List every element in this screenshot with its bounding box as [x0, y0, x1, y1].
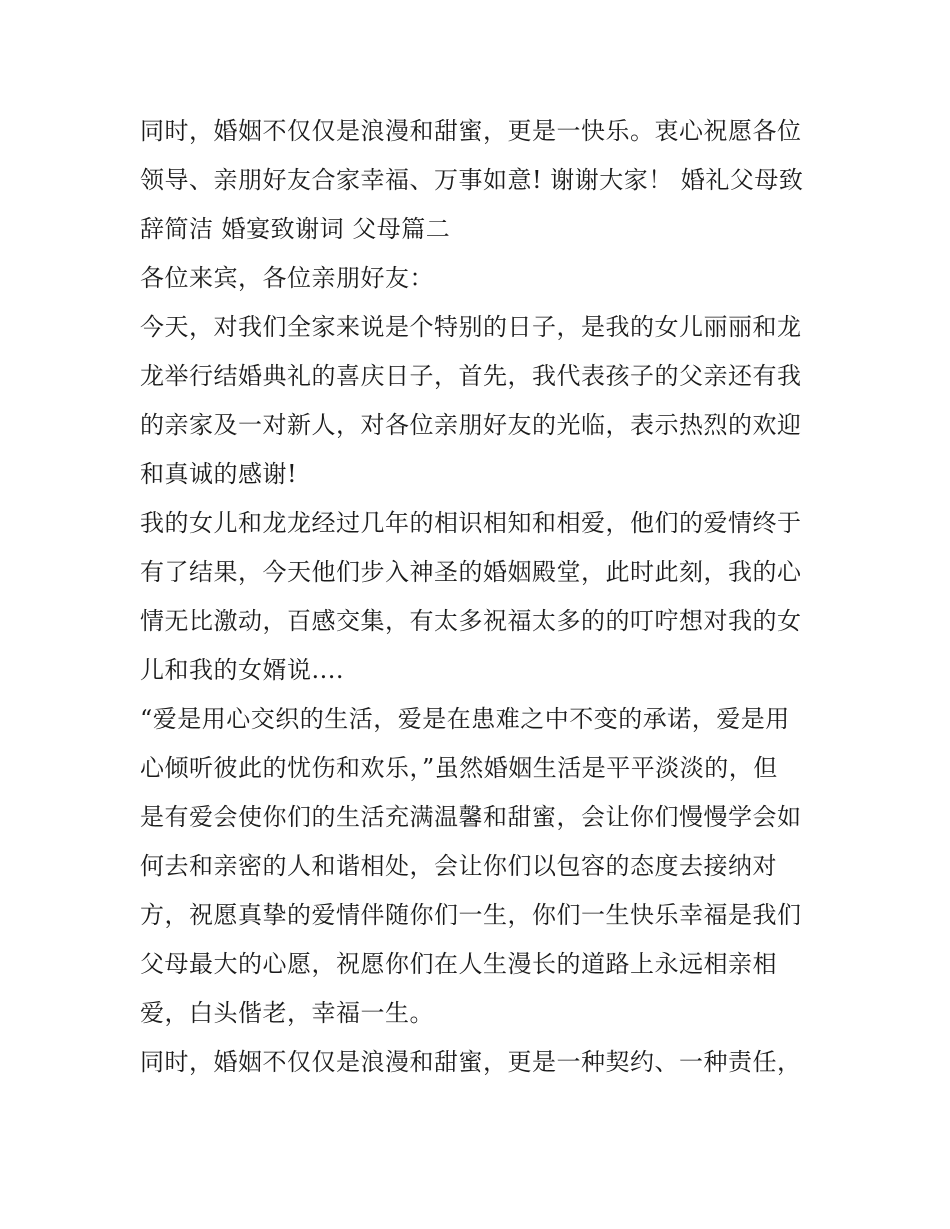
- text-line: 龙举行结婚典礼的喜庆日子，首先，我代表孩子的父亲还有我: [140, 362, 802, 390]
- paragraph-welcome: [140, 303, 818, 499]
- text-line: 各位来宾，各位亲朋好友：: [140, 264, 434, 292]
- text-line: 情无比激动，百感交集，有太多祝福太多的的叮咛想对我的女: [140, 607, 802, 635]
- text-line: 儿和我的女婿说....: [140, 656, 345, 684]
- text-line: 我的女儿和龙龙经过几年的相识相知和相爱，他们的爱情终于: [140, 509, 802, 537]
- paragraph-salutation: [140, 254, 818, 303]
- text-line: 父母最大的心愿，祝愿你们在人生漫长的道路上永远相亲相: [140, 950, 777, 978]
- paragraph-closing-wish: [140, 107, 818, 254]
- text-line: 爱，白头偕老，幸福一生。: [140, 999, 434, 1027]
- text-line: “爱是用心交织的生活，爱是在患难之中不变的承诺，爱是用: [140, 705, 790, 733]
- text-line: 方，祝愿真挚的爱情伴随你们一生，你们一生快乐幸福是我们: [140, 901, 802, 929]
- text-line: 的亲家及一对新人，对各位亲朋好友的光临，表示热烈的欢迎: [140, 411, 802, 439]
- text-line: 心倾听彼此的忧伤和欢乐，”虽然婚姻生活是平平淡淡的，但: [140, 754, 778, 782]
- text-line: 今天，对我们全家来说是个特别的日子，是我的女儿丽丽和龙: [140, 313, 802, 341]
- text-line: 有了结果，今天他们步入神圣的婚姻殿堂，此时此刻，我的心: [140, 558, 802, 586]
- text-line: 辞简洁 婚宴致谢词 父母篇二: [140, 215, 451, 243]
- text-line: 何去和亲密的人和谐相处，会让你们以包容的态度去接纳对: [140, 852, 777, 880]
- text-line: 同时，婚姻不仅仅是浪漫和甜蜜，更是一快乐。衷心祝愿各位: [140, 117, 802, 145]
- paragraph-responsibility: [140, 1038, 818, 1087]
- text-line: 领导、亲朋好友合家幸福、万事如意! 谢谢大家！ 婚礼父母致: [140, 166, 804, 194]
- paragraph-love-quote: [140, 695, 818, 1038]
- document-body: [140, 107, 818, 1087]
- text-line: 同时，婚姻不仅仅是浪漫和甜蜜，更是一种契约、一种责任，: [140, 1048, 802, 1076]
- text-line: 是有爱会使你们的生活充满温馨和甜蜜，会让你们慢慢学会如: [140, 803, 802, 831]
- paragraph-feelings: [140, 499, 818, 695]
- text-line: 和真诚的感谢!: [140, 460, 298, 488]
